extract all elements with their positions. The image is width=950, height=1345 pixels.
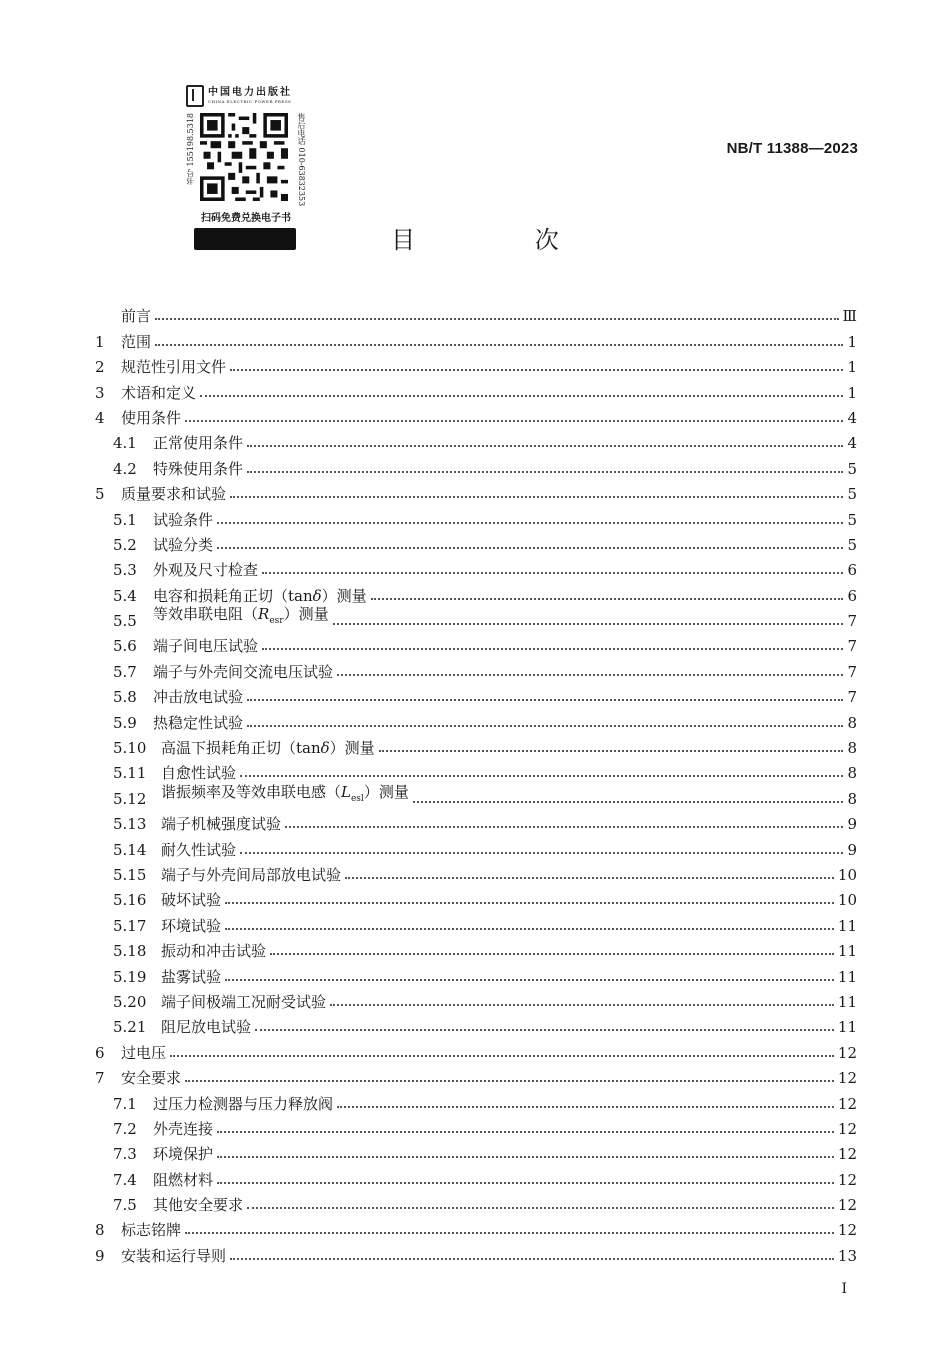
toc-entry[interactable] [95,630,857,655]
toc-entry[interactable] [95,1062,857,1087]
toc-dot-leader [333,623,843,625]
toc-entry-number: 5.2 [113,535,137,554]
toc-entry-page: 8 [847,739,857,758]
toc-entry-label: 特殊使用条件 [153,459,244,478]
toc-entry-page: 11 [837,967,857,986]
toc-entry-page: 1 [847,383,857,402]
toc-entry-number: 3 [95,383,105,402]
toc-entry-number: 5.12 [113,789,147,808]
toc-entry[interactable] [95,503,857,528]
toc-entry-number: 5.8 [113,688,137,707]
toc-entry[interactable] [95,859,857,884]
toc-entry-page: 12 [837,1119,857,1138]
toc-entry-label: 前言 [121,307,152,326]
toc-entry[interactable] [95,1011,857,1036]
toc-dot-leader [185,1232,834,1234]
toc-entry-page: 12 [837,1094,857,1113]
toc-dot-leader [247,1207,834,1209]
toc-entry-label: 振动和冲击试验 [161,942,267,961]
toc-entry-number: 5.19 [113,967,147,986]
toc-entry-page: 5 [847,510,857,529]
toc-entry[interactable] [95,960,857,985]
toc-dot-leader [225,902,834,904]
toc-entry-label: 标志铭牌 [121,1221,182,1240]
toc-entry-label: 热稳定性试验 [153,713,244,732]
toc-dot-leader [230,496,843,498]
toc-dot-leader [330,1004,834,1006]
toc-entry[interactable] [95,757,857,782]
toc-entry[interactable] [95,605,857,630]
qr-code-icon[interactable] [200,113,288,201]
toc-entry[interactable] [95,1189,857,1214]
toc-entry-number: 7.5 [113,1196,137,1215]
toc-entry-label: 安全要求 [121,1069,182,1088]
toc-entry-label: 外壳连接 [153,1119,214,1138]
toc-entry[interactable] [95,1138,857,1163]
toc-entry-page: 1 [847,332,857,351]
toc-entry-label: 破坏试验 [161,891,222,910]
toc-entry-number: 7.2 [113,1119,137,1138]
toc-entry-number: 5.13 [113,815,147,834]
toc-entry-label: 外观及尺寸检查 [153,561,259,580]
toc-entry-label: 过压力检测器与压力释放阀 [153,1094,334,1113]
toc-entry[interactable] [95,909,857,934]
toc-dot-leader [345,877,834,879]
toc-entry-page: 12 [837,1221,857,1240]
toc-entry[interactable] [95,782,857,807]
toc-entry[interactable] [95,402,857,427]
toc-dot-leader [230,369,843,371]
toc-entry-label: 过电压 [121,1043,167,1062]
toc-entry-label: 环境保护 [153,1145,214,1164]
toc-entry-page: 4 [847,434,857,453]
toc-entry-number: 5.1 [113,510,137,529]
toc-entry-page: 11 [837,992,857,1011]
toc-entry[interactable] [95,1214,857,1239]
toc-entry-number: 5.14 [113,840,147,859]
toc-entry[interactable] [95,376,857,401]
toc-entry[interactable] [95,1087,857,1112]
toc-dot-leader [217,1131,834,1133]
toc-entry-page: 11 [837,942,857,961]
toc-entry-number: 5.6 [113,637,137,656]
toc-entry-number: 5.15 [113,865,147,884]
toc-entry-page: 11 [837,1018,857,1037]
toc-dot-leader [240,852,843,854]
toc-entry-label: 环境试验 [161,916,222,935]
toc-entry-page: 10 [837,891,857,910]
toc-dot-leader [170,1055,834,1057]
toc-entry-number: 5.11 [113,764,147,783]
toc-entry-page: Ⅲ [842,307,857,326]
toc-entry-page: 12 [837,1196,857,1215]
page-title: 目 次 [391,226,615,254]
toc-entry-number: 5.5 [113,612,137,631]
toc-entry-number: 1 [95,332,105,351]
toc-entry[interactable] [95,1163,857,1188]
toc-entry-number: 2 [95,358,105,377]
toc-dot-leader [371,598,843,600]
toc-entry-label: 端子间极端工况耐受试验 [161,992,327,1011]
toc-entry-number: 7.4 [113,1170,137,1189]
toc-entry-page: 8 [847,789,857,808]
toc-dot-leader [262,648,843,650]
toc-entry[interactable] [95,351,857,376]
toc-entry[interactable] [95,452,857,477]
toc-entry-label: 阻燃材料 [153,1170,214,1189]
toc-entry-page: 12 [837,1069,857,1088]
toc-entry-number: 5.7 [113,662,137,681]
toc-entry-label: 谐振频率及等效串联电感$(L_{esl})$测量 [161,782,409,804]
toc-entry-label: 自愈性试验 [161,764,237,783]
toc-entry-number: 4 [95,408,105,427]
toc-entry-number: 7 [95,1069,105,1088]
toc-dot-leader [240,775,843,777]
toc-dot-leader [255,1029,834,1031]
toc-entry-number: 5.3 [113,561,137,580]
toc-entry[interactable] [95,808,857,833]
toc-entry-page: 5 [847,459,857,478]
toc-entry[interactable] [95,427,857,452]
toc-entry-page: 9 [847,840,857,859]
toc-entry-page: 7 [847,612,857,631]
toc-entry-label: 盐雾试验 [161,967,222,986]
toc-entry-label: 电容和损耗角正切（tanδ）测量 [153,586,367,605]
toc-entry-label: 术语和定义 [121,383,197,402]
toc-entry[interactable] [95,884,857,909]
toc-dot-leader [247,445,843,447]
book-number: 书号 155198.5318 [186,113,195,185]
publisher-logo [186,85,306,107]
toc-entry-number: 5.9 [113,713,137,732]
toc-dot-leader [217,522,843,524]
toc-entry-number: 4.2 [113,459,137,478]
toc-dot-leader [217,547,843,549]
toc-entry-number: 5.20 [113,992,147,1011]
toc-entry[interactable] [95,935,857,960]
toc-entry-label: 正常使用条件 [153,434,244,453]
toc-entry-label: 范围 [121,332,152,351]
document-number: NB/T 11388—2023 [726,140,858,157]
toc-entry-page: 12 [837,1043,857,1062]
toc-dot-leader [262,572,843,574]
toc-entry-label: 试验条件 [153,510,214,529]
toc-dot-leader [379,750,843,752]
toc-entry-label: 端子与外壳间交流电压试验 [153,662,334,681]
toc-dot-leader [225,979,834,981]
table-of-contents [95,300,857,1265]
toc-dot-leader [155,318,839,320]
toc-entry-page: 1 [847,358,857,377]
toc-dot-leader [185,420,843,422]
toc-entry-page: 13 [837,1246,857,1265]
toc-entry-label: 使用条件 [121,408,182,427]
toc-entry-number: 6 [95,1043,105,1062]
toc-entry-label: 冲击放电试验 [153,688,244,707]
sales-phone: 售后电话 010-63832353 [297,113,306,207]
toc-entry[interactable] [95,986,857,1011]
qr-caption: 扫码免费兑换电子书 [201,213,291,224]
page-number: I [841,1281,847,1297]
publisher-name-en: CHINA ELECTRIC POWER PRESS [208,99,292,104]
toc-entry-number: 5.10 [113,739,147,758]
toc-entry-label: 等效串联电阻$(R_{esr})$测量 [153,605,329,627]
toc-dot-leader [413,801,843,803]
toc-entry-number: 5.21 [113,1018,147,1037]
toc-entry-page: 10 [837,865,857,884]
toc-entry-page: 5 [847,485,857,504]
toc-entry[interactable] [95,655,857,680]
toc-entry-label: 高温下损耗角正切（tanδ）测量 [161,739,375,758]
toc-entry-page: 11 [837,916,857,935]
toc-entry-label: 其他安全要求 [153,1196,244,1215]
publisher-logo-icon [186,85,204,107]
toc-dot-leader [200,395,843,397]
toc-entry-label: 耐久性试验 [161,840,237,859]
toc-dot-leader [337,1106,834,1108]
toc-entry[interactable] [95,325,857,350]
toc-entry-label: 端子间电压试验 [153,637,259,656]
toc-dot-leader [155,344,843,346]
toc-dot-leader [285,826,843,828]
toc-entry[interactable] [95,1036,857,1061]
toc-entry-number: 5.4 [113,586,137,605]
toc-entry-page: 8 [847,764,857,783]
toc-entry-number: 4.1 [113,434,137,453]
toc-entry[interactable] [95,1113,857,1138]
toc-dot-leader [185,1080,834,1082]
toc-entry-number: 5.17 [113,916,147,935]
toc-entry-label: 规范性引用文件 [121,358,227,377]
toc-entry-page: 7 [847,688,857,707]
toc-entry-label: 质量要求和试验 [121,485,227,504]
toc-entry-label: 阻尼放电试验 [161,1018,252,1037]
toc-entry-page: 4 [847,408,857,427]
toc-dot-leader [337,674,843,676]
toc-entry[interactable] [95,681,857,706]
toc-dot-leader [247,725,843,727]
toc-entry-number: 5 [95,485,105,504]
toc-entry-number: 9 [95,1246,105,1265]
toc-dot-leader [230,1258,834,1260]
toc-entry[interactable] [95,300,857,325]
toc-entry-page: 9 [847,815,857,834]
publisher-name: 中国电力出版社 [208,87,292,98]
toc-entry-label: 端子与外壳间局部放电试验 [161,865,342,884]
toc-entry[interactable] [95,478,857,503]
toc-dot-leader [247,699,843,701]
toc-entry[interactable] [95,554,857,579]
toc-entry-page: 12 [837,1145,857,1164]
toc-entry[interactable] [95,732,857,757]
toc-dot-leader [247,471,843,473]
toc-entry[interactable] [95,1239,857,1264]
toc-entry-page: 7 [847,662,857,681]
toc-entry-label: 安装和运行导则 [121,1246,227,1265]
toc-dot-leader [270,953,834,955]
toc-entry-page: 5 [847,535,857,554]
toc-entry-number: 5.16 [113,891,147,910]
toc-entry[interactable] [95,706,857,731]
toc-entry-label: 端子机械强度试验 [161,815,282,834]
toc-entry-page: 8 [847,713,857,732]
toc-entry-page: 7 [847,637,857,656]
toc-entry-number: 5.18 [113,942,147,961]
toc-entry[interactable] [95,529,857,554]
toc-entry[interactable] [95,579,857,604]
toc-entry-page: 6 [847,561,857,580]
toc-entry-label: 试验分类 [153,535,214,554]
toc-entry-number: 7.3 [113,1145,137,1164]
toc-entry-page: 12 [837,1170,857,1189]
toc-dot-leader [217,1182,834,1184]
toc-dot-leader [217,1156,834,1158]
toc-entry-page: 6 [847,586,857,605]
toc-entry-number: 8 [95,1221,105,1240]
toc-dot-leader [225,928,834,930]
toc-entry[interactable] [95,833,857,858]
toc-entry-number: 7.1 [113,1094,137,1113]
